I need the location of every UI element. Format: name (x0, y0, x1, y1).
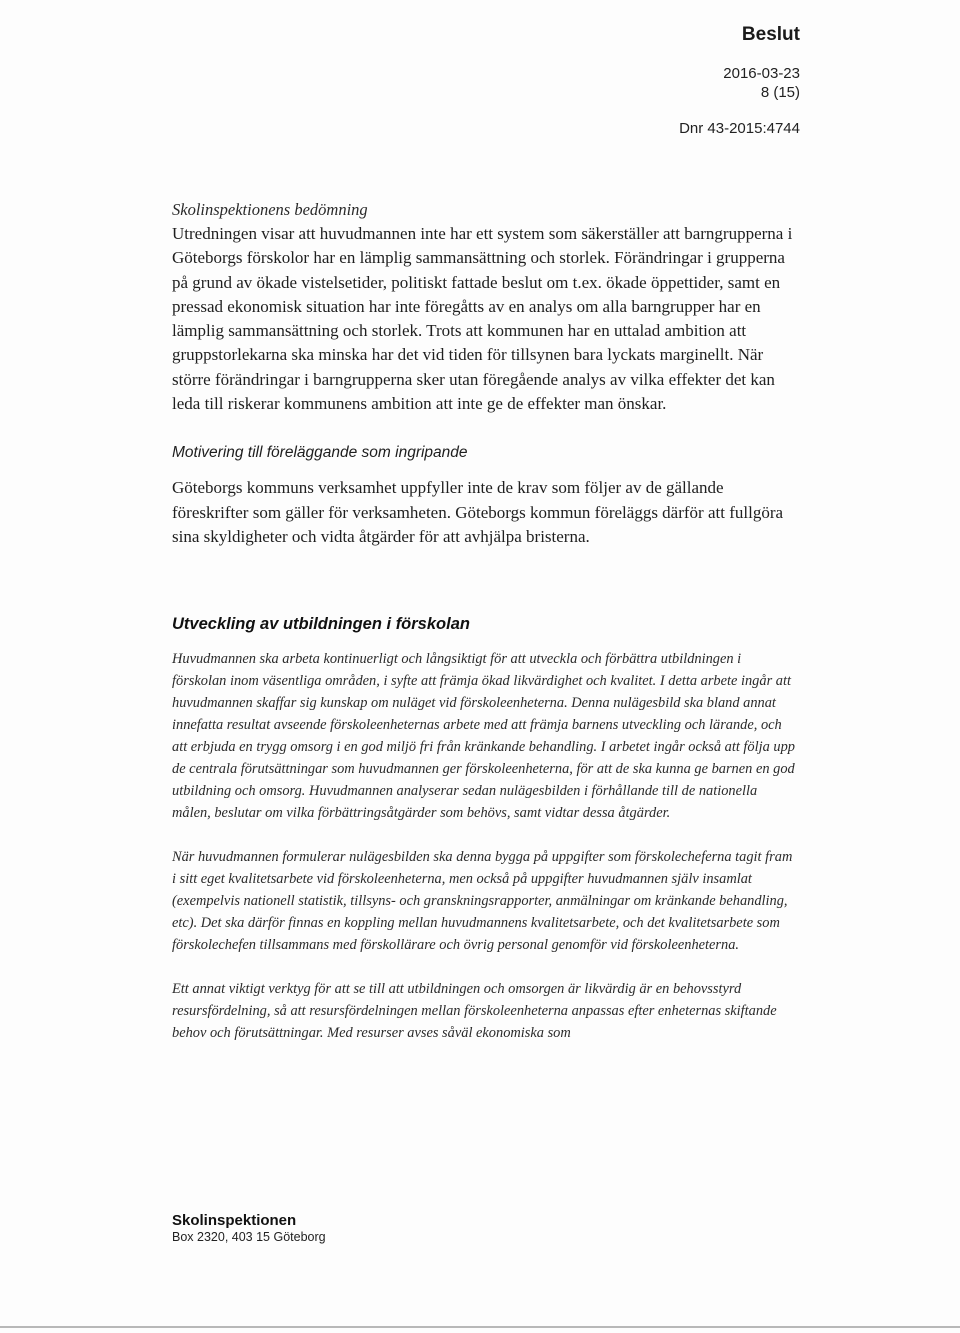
assessment-label: Skolinspektionens bedömning (172, 200, 368, 219)
assessment-text: Utredningen visar att huvudmannen inte har ett system som säkerställer att barngrupperna i Göteborgs förskolor har en lämplig sammansättning och storlek. Förändringar i grupperna på grund av ökade vistelsetider, politiskt fattade beslut om t.ex. ökade öppettider, samt en pressad ekonomisk situation har inte föregåtts av en analys om alla barngrupper har en lämplig sammansättning och storlek. Trots att kommunen har en uttalad ambition att gruppstorlekarna ska minska har det vid tiden för tillsynen bara lyckats marginellt. När större förändringar i barngrupperna sker utan föregående analys av vilka effekter det kan leda till riskerar kommunens ambition att inte ge de effekter man önskar. (172, 224, 793, 414)
registration-number: Dnr 43-2015:4744 (679, 120, 800, 137)
development-paragraph: Huvudmannen ska arbeta kontinuerligt och långsiktigt för att utveckla och förbättra utbildningen i förskolan inom väsentliga områden, i syfte att främja ökad likvärdighet och kvalitet. I detta arbete ingår att huvudmannen skaffar sig kunskap om nuläget vid förskoleenheterna. Denna nulägesbild ska bland annat innefatta resultat avseende förskoleenheternas arbete med att främja barnens utveckling och lärande, och att erbjuda en trygg omsorg i en god miljö fri från kränkande behandling. I arbetet ingår också att följa upp de centrala förutsättningar som huvudmannen ger förskoleenheterna, för att de ska kunna ge barnen en god utbildning och omsorg. Huvudmannen analyserar sedan nulägesbilden i förhållande till de nationella målen, beslutar om vilka förbättringsåtgärder som behövs, samt vidtar dessa åtgärder. (172, 651, 796, 822)
document-date: 2016-03-23 (723, 65, 800, 82)
development-heading: Utveckling av utbildningen i förskolan (172, 615, 470, 634)
document-footer (172, 1212, 326, 1244)
page-number: 8 (15) (760, 84, 800, 101)
organization-name: Skolinspektionen (172, 1212, 297, 1229)
motivation-text: Göteborgs kommuns verksamhet uppfyller inte de krav som följer av de gällande föreskrifter som gäller för verksamheten. Göteborgs kommun föreläggs därför att fullgöra sina skyldigheter och vidta åtgärder för att avhjälpa bristerna. (172, 478, 784, 546)
document-type: Beslut (741, 24, 800, 45)
document-header (679, 24, 800, 137)
development-paragraph: När huvudmannen formulerar nulägesbilden ska denna bygga på uppgifter som förskolecheferna tagit fram i sitt eget kvalitetsarbete vid förskoleenheterna, men också på uppgifter huvudmannen själv insamlat (exempelvis nationell statistik, tillsyns- och granskningsrapporter, anmälningar om kränkande behandling, etc). Det ska därför finnas en koppling mellan huvudmannens kvalitetsarbete, och det kvalitetsarbete som förskolechefen tillsammans med förskollärare och övrig personal genomför vid förskoleenheterna. (172, 849, 793, 954)
motivation-heading: Motivering till föreläggande som ingripande (172, 444, 468, 462)
bottom-divider (0, 1326, 960, 1328)
organization-address: Box 2320, 403 15 Göteborg (172, 1230, 326, 1244)
document-body (172, 198, 797, 1066)
development-paragraph: Ett annat viktigt verktyg för att se till att utbildningen och omsorgen är likvärdig är en behovsstyrd resursfördelning, så att resursfördelningen mellan förskoleenheterna anpassas efter enheternas skiftande behov och förutsättningar. Med resurser avses såväl ekonomiska som (172, 981, 777, 1042)
